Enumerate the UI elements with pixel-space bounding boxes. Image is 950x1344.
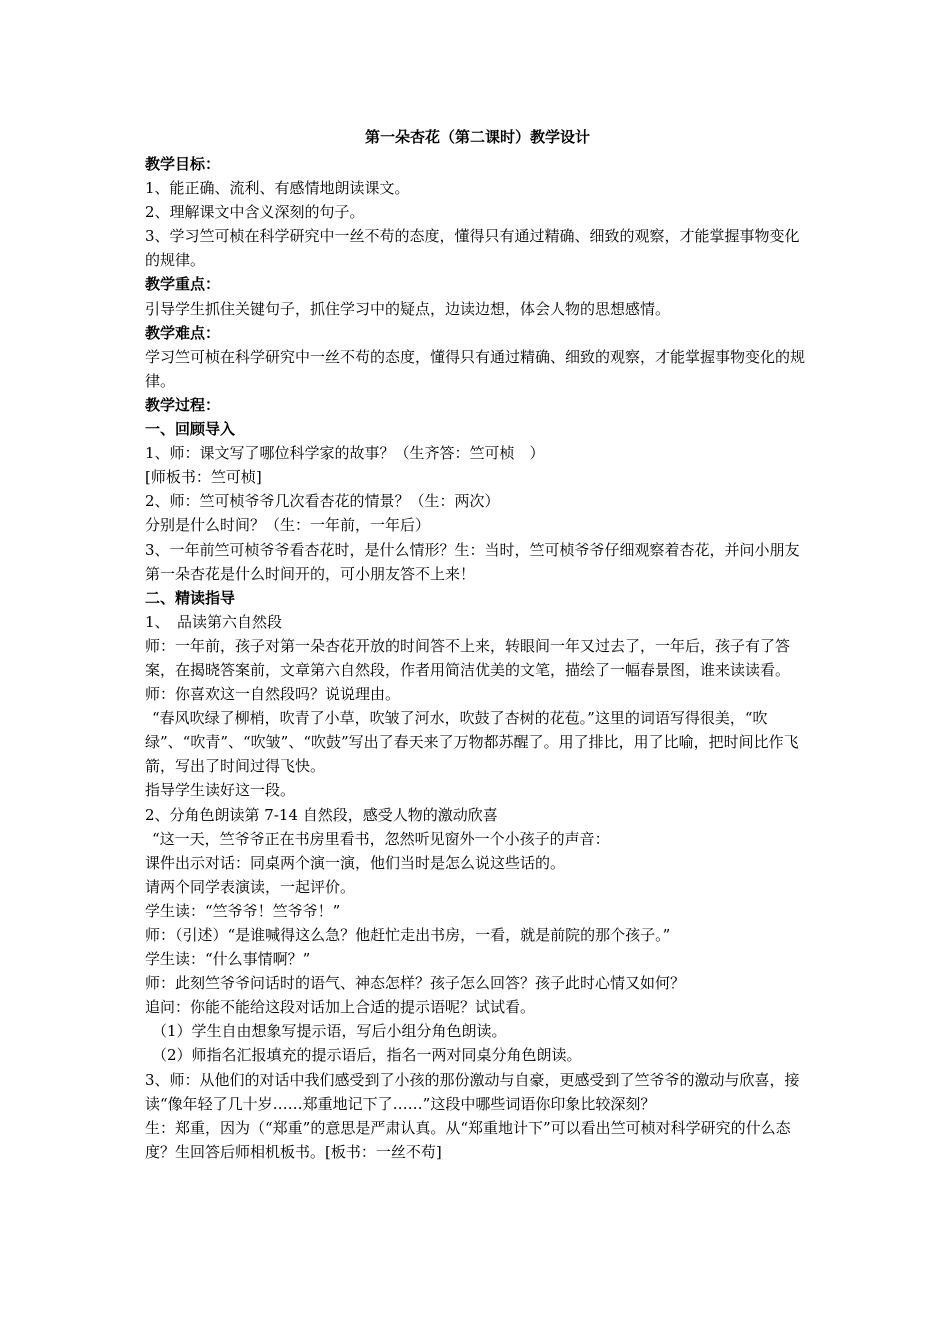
body-paragraph: 1、能正确、流利、有感情地朗读课文。 [145,179,410,198]
body-paragraph: 分别是什么时间？（生：一年前，一年后） [145,516,431,535]
body-paragraph: 引导学生抓住关键句子，抓住学习中的疑点，边读边想，体会人物的思想感情。 [145,299,671,318]
document-body [145,152,810,1164]
body-paragraph: 1、 品读第六自然段 [145,612,283,631]
body-paragraph: 1、师：课文写了哪位科学家的故事？（生齐答：竺可桢 ） [145,444,545,463]
body-paragraph: 请两个同学表演读，一起评价。 [145,877,356,896]
body-paragraph: 师：你喜欢这一自然段吗？说说理由。 [145,685,401,704]
section-heading: 教学目标： [145,155,221,173]
body-paragraph: 2、理解课文中含义深刻的句子。 [145,203,365,222]
body-paragraph: 追问：你能不能给这段对话加上合适的提示语呢？试试看。 [145,998,536,1017]
body-paragraph: “春风吹绿了柳梢，吹青了小草，吹皱了河水，吹鼓了杏树的花苞。”这里的词语写得很美，“吹绿”、“吹青”、“吹皱”、“吹鼓”写出了春天来了万物都苏醒了。用了排比，用了比喻，把时间比作飞箭，写出了时间过得飞快。 [145,709,799,776]
body-paragraph: （2）师指名汇报填充的提示语后，指名一两对同桌分角色朗读。 [152,1046,582,1065]
body-paragraph: 学生读：“竺爷爷！竺爷爷！” [145,901,341,920]
section-heading: 一、回顾导入 [145,420,236,439]
document-page [145,122,810,1164]
body-paragraph: 学习竺可桢在科学研究中一丝不苟的态度，懂得只有通过精确、细致的观察，才能掌握事物变化的规律。 [145,347,806,390]
body-paragraph: 学生读：“什么事情啊？” [145,950,311,969]
body-paragraph: 指导学生读好这一段。 [145,781,296,800]
body-paragraph: “这一天，竺爷爷正在书房里看书，忽然听见窗外一个小孩子的声音： [152,829,610,848]
body-paragraph: 2、师：竺可桢爷爷几次看杏花的情景？（生：两次） [145,492,500,511]
body-paragraph: 师：此刻竺爷爷问话时的语气、神态怎样？孩子怎么回答？孩子此时心情又如何？ [145,974,686,993]
section-heading: 二、精读指导 [145,588,236,607]
body-paragraph: 3、一年前竺可桢爷爷看杏花时，是什么情形？生：当时，竺可桢爷爷仔细观察着杏花，并问小朋友第一朵杏花是什么时间开的，可小朋友答不上来！ [145,540,800,583]
body-paragraph: （1）学生自由想象写提示语，写后小组分角色朗读。 [152,1022,507,1041]
body-paragraph: [师板书：竺可桢] [145,468,262,487]
body-paragraph: 师：一年前，孩子对第一朵杏花开放的时间答不上来，转眼间一年又过去了，一年后，孩子有了答案，在揭晓答案前，文章第六自然段，作者用简洁优美的文笔，描绘了一幅春景图，谁来读读看。 [145,636,791,679]
body-paragraph: 生：郑重，因为（“郑重”的意思是严肃认真。从“郑重地计下”可以看出竺可桢对科学研究的什么态度？生回答后师相机板书。[板书：一丝不苟] [145,1118,791,1161]
body-paragraph: 3、师：从他们的对话中我们感受到了小孩的那份激动与自豪，更感受到了竺爷爷的激动与欣喜，接读“像年轻了几十岁……郑重地记下了……”这段中哪些词语你印象比较深刻？ [145,1070,800,1113]
body-paragraph: 3、学习竺可桢在科学研究中一丝不苟的态度，懂得只有通过精确、细致的观察，才能掌握事物变化的规律。 [145,227,800,270]
section-heading: 教学难点： [145,323,221,342]
section-heading: 教学过程： [145,395,221,414]
section-heading: 教学重点： [145,275,221,294]
body-paragraph: 课件出示对话：同桌两个演一演，他们当时是怎么说这些话的。 [145,853,566,872]
body-paragraph: 师：（引述）“是谁喊得这么急？他赶忙走出书房，一看，就是前院的那个孩子。” [145,926,671,944]
body-paragraph: 2、分角色朗读第 7-14 自然段，感受人物的激动欣喜 [145,805,498,824]
document-title: 第一朵杏花（第二课时）教学设计 [364,128,590,146]
